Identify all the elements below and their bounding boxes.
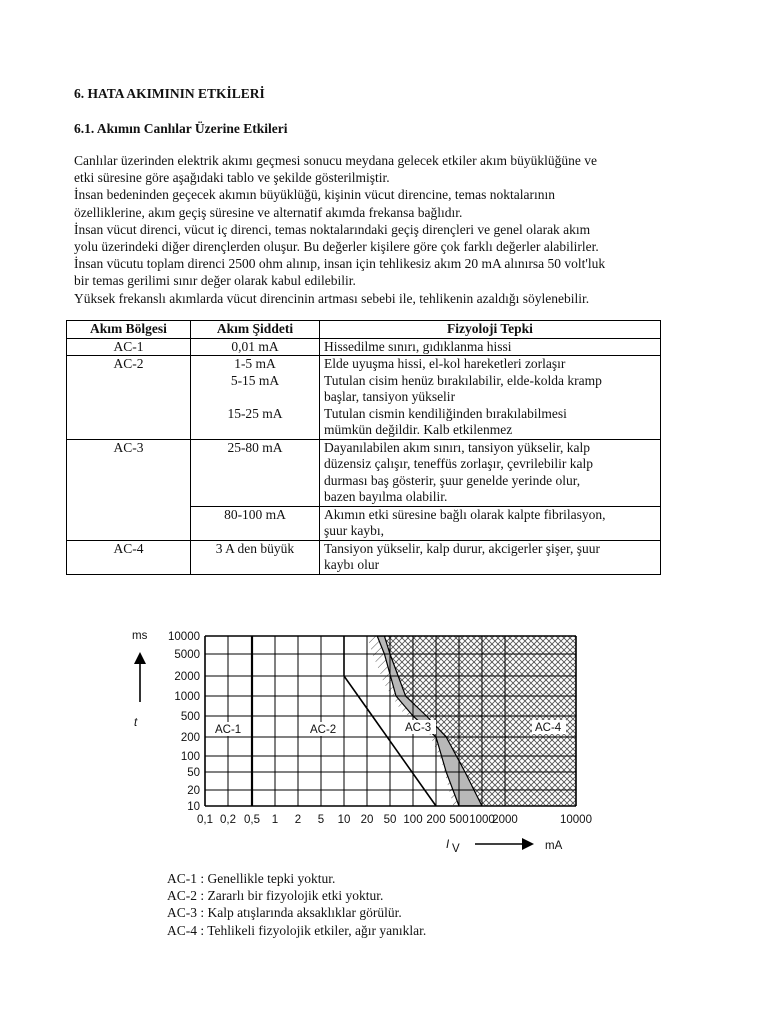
x-tick-label: 200 (426, 814, 446, 826)
table-row (67, 338, 661, 356)
paragraph-line: Canlılar üzerinden elektrik akımı geçmesi sonucu meydana gelecek etkiler akım büyüklüğüne ve (74, 153, 597, 168)
x-tick-label: 20 (360, 814, 374, 826)
current-cell (191, 356, 320, 440)
legend-line: AC-2 : Zararlı bir fizyolojik etki yoktur. (167, 888, 384, 904)
reaction-line: düzensiz çalışır, teneffüs zorlaşır, çevrilebilir kalp (324, 456, 593, 471)
y-axis-arrow-head (134, 652, 146, 664)
reaction-line: başlar, tansiyon yükselir (324, 389, 456, 404)
y-tick-label: 10 (187, 801, 200, 813)
table-header-row (67, 321, 661, 339)
reaction-line: Dayanılabilen akım sınırı, tansiyon yükselir, kalp (324, 439, 591, 455)
y-tick-label: 5000 (174, 649, 200, 661)
x-tick-label: 1000 (469, 814, 495, 826)
y-tick-label: 200 (180, 732, 200, 744)
table-row (67, 439, 661, 506)
paragraph-line: Yüksek frekanslı akımlarda vücut direncinin artması sebebi ile, tehlikenin azaldığı söylenebilir. (74, 290, 590, 306)
paragraph-line: İnsan vücutu toplam direnci 2500 ohm alınıp, insan için tehlikesiz akım 20 mA alınırsa 50 volt'luk (74, 256, 606, 272)
zone-label: AC-3 (405, 722, 432, 734)
reaction-line: Elde uyuşma hissi, el-kol hareketleri zorlaşır (324, 356, 566, 371)
paragraph-line: etki süresine göre aşağıdaki tablo ve şekilde gösterilmiştir. (74, 170, 390, 186)
reaction-cell (320, 356, 661, 440)
reaction-line: Tansiyon yükselir, kalp durur, akcigerler şişer, şuur (324, 540, 600, 556)
x-tick-label: 2000 (492, 814, 518, 826)
y-tick-label: 1000 (174, 691, 200, 703)
current-value: 5-15 mA (230, 372, 280, 388)
current-value: 15-25 mA (227, 405, 283, 421)
table-row (67, 356, 661, 440)
reaction-cell (320, 506, 661, 540)
y-tick-label: 10000 (168, 631, 200, 643)
y-tick-label: 100 (180, 751, 200, 763)
legend-line: AC-4 : Tehlikeli fizyolojik etkiler, ağır yanıklar. (167, 922, 427, 938)
reaction-line: mümkün değildir. Kalb etkilenmez (324, 422, 513, 437)
zone-label: AC-2 (310, 724, 337, 736)
x-axis-label-subscript: V (452, 843, 460, 855)
table-row (67, 540, 661, 574)
legend-line: AC-3 : Kalp atışlarında aksaklıklar görülür. (167, 905, 402, 921)
reaction-cell (320, 540, 661, 574)
y-tick-label: 500 (180, 711, 200, 723)
reaction-line: durması baş gösterir, şuur genelde yerinde olur, (324, 472, 581, 488)
current-cell: 80-100 mA (191, 506, 320, 540)
zone-cell: AC-2 (67, 356, 191, 440)
x-axis-label: I (446, 839, 450, 851)
x-tick-label: 10000 (560, 814, 592, 826)
y-axis-unit: ms (132, 630, 148, 642)
current-cell: 0,01 mA (191, 338, 320, 356)
reaction-line: bazen bayılma olabilir. (324, 489, 448, 504)
header-zone: Akım Bölgesi (67, 321, 191, 339)
x-tick-label: 0,5 (244, 814, 260, 826)
zone-cell: AC-1 (67, 338, 191, 356)
x-tick-label: 1 (271, 814, 279, 826)
x-axis-unit: mA (545, 840, 563, 852)
x-tick-label: 0,2 (220, 814, 236, 826)
header-reaction: Fizyoloji Tepki (320, 321, 661, 339)
legend-line: AC-1 : Genellikle tepki yoktur. (167, 871, 336, 886)
intro-paragraph (74, 152, 714, 307)
paragraph-line: özelliklerine, akım geçiş süresine ve alternatif akımda frekansa bağlıdır. (74, 204, 463, 220)
x-tick-label: 500 (449, 814, 469, 826)
y-tick-label: 20 (187, 785, 200, 797)
y-axis-label: t (134, 717, 138, 729)
zone-legend (167, 870, 426, 939)
reaction-line: şuur kaybı, (324, 523, 384, 538)
paragraph-line: bir temas gerilimi sınır değer olarak kabul edilebilir. (74, 273, 356, 289)
time-current-zones-chart (120, 620, 600, 860)
current-value: 1-5 mA (234, 356, 276, 371)
x-axis-arrow-head (522, 838, 534, 850)
reaction-line: Tutulan cismin kendiliğinden bırakılabilmesi (324, 405, 567, 421)
y-tick-label: 2000 (174, 671, 200, 683)
zone-cell: AC-4 (67, 540, 191, 574)
zone-label: AC-1 (215, 724, 242, 736)
x-tick-label: 0,1 (197, 814, 213, 826)
reaction-cell (320, 439, 661, 506)
current-cell: 25-80 mA (191, 439, 320, 506)
header-current: Akım Şiddeti (191, 321, 320, 339)
paragraph-line: İnsan bedeninden geçecek akımın büyüklüğü, kişinin vücut direncine, temas noktalarının (74, 187, 555, 203)
x-tick-label: 10 (337, 814, 351, 826)
physiological-effects-table (66, 320, 661, 575)
x-tick-label: 100 (403, 814, 423, 826)
reaction-line: Tutulan cisim henüz bırakılabilir, elde-kolda kramp (324, 372, 602, 388)
reaction-cell: Hissedilme sınırı, gıdıklanma hissi (320, 338, 661, 356)
zone-cell: AC-3 (67, 439, 191, 540)
section-heading: 6. HATA AKIMININ ETKİLERİ (74, 86, 265, 101)
current-cell: 3 A den büyük (191, 540, 320, 574)
reaction-line: Akımın etki süresine bağlı olarak kalpte fibrilasyon, (324, 506, 606, 522)
x-tick-label: 50 (383, 814, 397, 826)
zone-label: AC-4 (535, 722, 562, 734)
y-tick-label: 50 (187, 767, 200, 779)
subsection-heading: 6.1. Akımın Canlılar Üzerine Etkileri (74, 121, 288, 136)
paragraph-line: İnsan vücut direnci, vücut iç direnci, temas noktalarındaki geçiş dirençleri ve genel olarak akım (74, 221, 591, 237)
paragraph-line: yolu üzerindeki diğer dirençlerden oluşur. Bu değerler kişilere göre çok farklı değerler alabilirler. (74, 239, 599, 255)
reaction-line: kaybı olur (324, 557, 380, 572)
x-tick-label: 5 (317, 814, 325, 826)
x-tick-label: 2 (294, 814, 302, 826)
